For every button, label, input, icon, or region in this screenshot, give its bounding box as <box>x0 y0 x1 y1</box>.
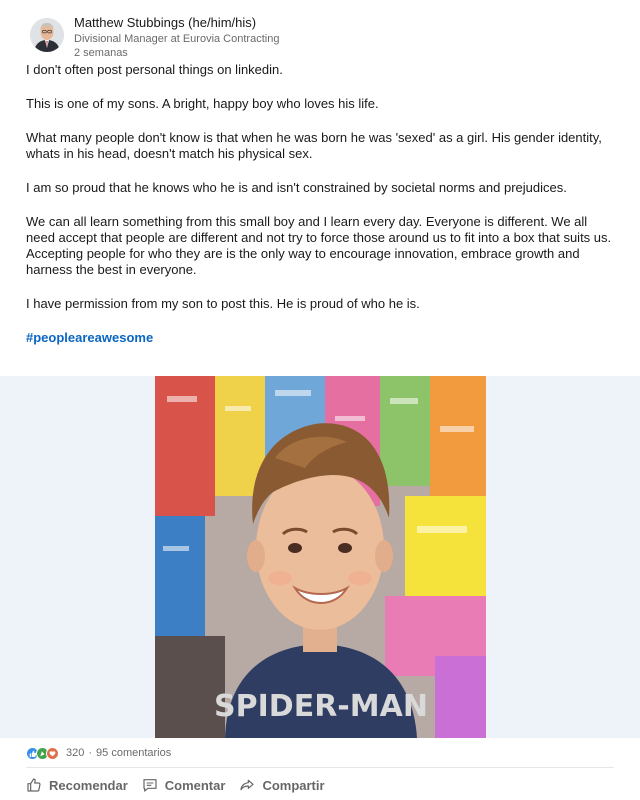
thumbs-up-icon <box>26 777 42 793</box>
like-button[interactable] <box>26 777 128 793</box>
post-paragraph: I am so proud that he knows who he is and isn't constrained by societal norms and prejudices. <box>26 180 567 195</box>
post-timestamp: 2 semanas <box>74 47 128 59</box>
hashtag-link[interactable]: #peopleareawesome <box>26 330 154 345</box>
separator-dot: · <box>88 747 93 759</box>
reaction-icons <box>26 747 56 760</box>
comment-label: Comentar <box>164 777 226 793</box>
post-body <box>26 62 616 364</box>
post-media <box>0 376 640 738</box>
share-button[interactable] <box>239 777 324 793</box>
love-reaction-icon <box>46 747 59 760</box>
author-headline: Divisional Manager at Eurovia Contracting <box>74 33 280 45</box>
post-header <box>30 14 630 60</box>
author-name[interactable]: Matthew Stubbings (he/him/his) <box>74 15 257 30</box>
social-counts[interactable] <box>26 744 171 762</box>
post-paragraph: This is one of my sons. A bright, happy boy who loves his life. <box>26 96 379 111</box>
comment-count[interactable]: 95 comentarios <box>96 747 172 759</box>
share-label: Compartir <box>262 777 325 793</box>
share-arrow-icon <box>239 777 255 793</box>
comment-button[interactable] <box>142 777 226 793</box>
post-paragraph: We can all learn something from this small boy and I learn every day. Everyone is different. We all need accept that people are different and not try to force those around us to fit into a box that suits us. Accepting people for who they are is the only way to encourage innovation, embrace growth and harness the best in everyone. <box>26 214 612 277</box>
divider <box>26 767 614 768</box>
post-paragraph: I don't often post personal things on linkedin. <box>26 62 283 77</box>
comment-icon <box>142 777 158 793</box>
reaction-count[interactable]: 320 <box>66 747 85 759</box>
author-info <box>74 14 279 60</box>
author-avatar[interactable] <box>30 18 64 52</box>
post-photo[interactable] <box>155 376 486 738</box>
post-paragraph: What many people don't know is that when he was born he was 'sexed' as a girl. His gender identity, whats in his head, doesn't match his physical sex. <box>26 130 602 161</box>
action-bar <box>26 773 339 797</box>
post-paragraph: I have permission from my son to post this. He is proud of who he is. <box>26 296 420 311</box>
shirt-text: SPIDER-MAN <box>214 689 428 724</box>
like-label: Recomendar <box>49 777 128 793</box>
